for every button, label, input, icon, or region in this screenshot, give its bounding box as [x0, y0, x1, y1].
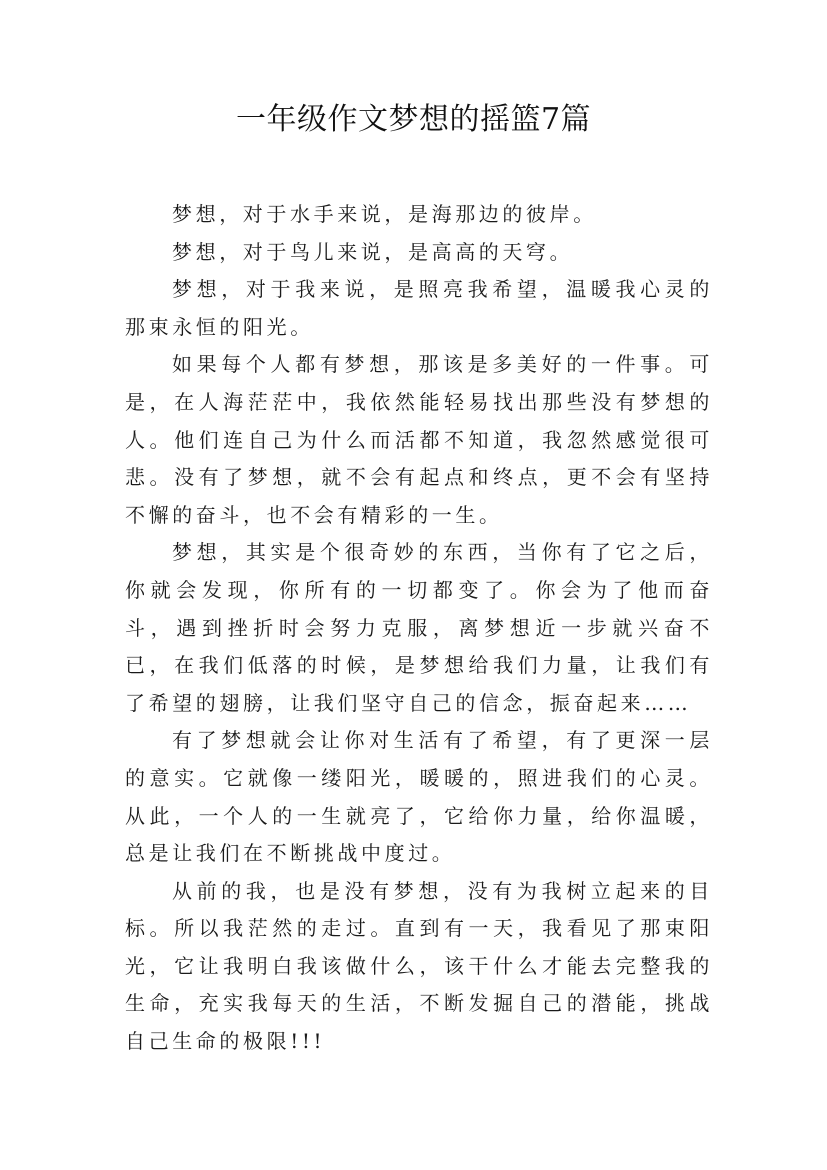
paragraph-3: 梦想，对于我来说，是照亮我希望，温暖我心灵的那束永恒的阳光。 [125, 277, 713, 339]
paragraph-2: 梦想，对于鸟儿来说，是高高的天穹。 [172, 239, 574, 264]
paragraph-4: 如果每个人都有梦想，那该是多美好的一件事。可是，在人海茫茫中，我依然能轻易找出那些没有梦想的人。他们连自己为什么而活都不知道，我忽然感觉很可悲。没有了梦想，就不会有起点和终点，更不会有坚持不懈的奋斗，也不会有精彩的一生。 [125, 352, 713, 527]
document-body [125, 196, 713, 1061]
document-title: 一年级作文梦想的摇篮7篇 [235, 102, 592, 137]
paragraph-6: 有了梦想就会让你对生活有了希望，有了更深一层的意实。它就像一缕阳光，暖暖的，照进我们的心灵。从此，一个人的一生就亮了，它给你力量，给你温暖，总是让我们在不断挑战中度过。 [125, 728, 713, 866]
paragraph-7: 从前的我，也是没有梦想，没有为我树立起来的目标。所以我茫然的走过。直到有一天，我看见了那束阳光，它让我明白我该做什么，该干什么才能去完整我的生命，充实我每天的生活，不断发掘自己的潜能，挑战自己生命的极限!!! [125, 878, 713, 1054]
paragraph-5: 梦想，其实是个很奇妙的东西，当你有了它之后，你就会发现，你所有的一切都变了。你会为了他而奋斗，遇到挫折时会努力克服，离梦想近一步就兴奋不已，在我们低落的时候，是梦想给我们力量，让我们有了希望的翅膀，让我们坚守自己的信念，振奋起来…… [125, 540, 713, 715]
paragraph-1: 梦想，对于水手来说，是海那边的彼岸。 [172, 202, 597, 226]
